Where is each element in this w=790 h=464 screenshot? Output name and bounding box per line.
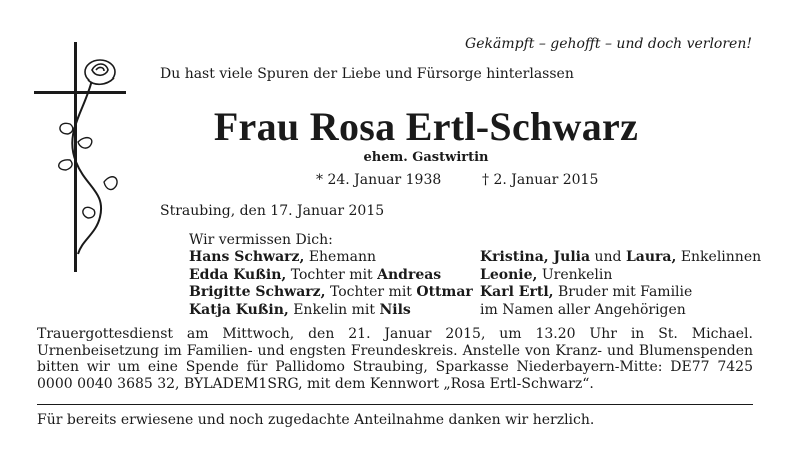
- mourner-text: und: [590, 249, 626, 265]
- intro-line: Du hast viele Spuren der Liebe und Fürsorge hinterlassen: [160, 66, 574, 82]
- mourner-line: [480, 267, 761, 285]
- mourner-line: [189, 267, 473, 285]
- mourners-heading: Wir vermissen Dich:: [189, 232, 333, 248]
- mourner-text: Enkelin mit: [288, 301, 380, 318]
- mourner-line: [480, 249, 761, 267]
- mourner-line: [480, 302, 761, 320]
- motto: Gekämpft – gehofft – und doch verloren!: [465, 36, 752, 52]
- mourner-text: Ehemann: [304, 249, 377, 265]
- mourner-text: Hans Schwarz,: [189, 249, 305, 265]
- birth-date: * 24. Januar 1938: [316, 172, 442, 188]
- deceased-title: ehem. Gastwirtin: [363, 150, 489, 165]
- mourner-text: Tochter mit: [286, 266, 378, 283]
- place-date: Straubing, den 17. Januar 2015: [160, 203, 385, 219]
- mourner-text: Katja Kußin,: [189, 301, 289, 318]
- deceased-name: Frau Rosa Ertl-Schwarz: [213, 104, 639, 149]
- mourner-text: Urenkelin: [537, 266, 613, 283]
- divider: [37, 404, 753, 405]
- mourner-line: [480, 284, 761, 302]
- mourner-text: Tochter mit: [325, 284, 417, 300]
- mourner-line: [189, 302, 473, 320]
- mourner-text: Laura,: [625, 249, 677, 265]
- mourner-text: Leonie,: [480, 266, 538, 283]
- mourner-text: Kristina, Julia: [480, 249, 591, 265]
- mourner-text: Edda Kußin,: [189, 266, 287, 283]
- mourner-text: Bruder mit Familie: [553, 284, 693, 300]
- mourners-right-column: [480, 249, 761, 319]
- mourner-line: [189, 249, 473, 267]
- mourner-text: Nils: [379, 301, 411, 318]
- mourner-text: Ottmar: [416, 284, 473, 300]
- service-notice: Trauergottesdienst am Mittwoch, den 21. Januar 2015, um 13.20 Uhr in St. Michael. Urnenbeisetzung im Familien- und engsten Freundeskreis. Anstelle von Kranz- und Blumenspenden bitten wir um eine Spende für Pallidomo Straubing, Sparkasse Niederbayern-Mitte: DE77 7425 0000 0040 3685 32, BYLADEM1SRG, mit dem Kennwort „Rosa Ertl-Schwarz“.: [37, 326, 753, 392]
- mourner-text: Karl Ertl,: [480, 284, 554, 300]
- mourner-line: [189, 284, 473, 302]
- mourner-text: Andreas: [377, 266, 442, 283]
- mourners-left-column: [189, 249, 473, 319]
- mourner-text: Enkelinnen: [676, 249, 762, 265]
- thanks-line: Für bereits erwiesene und noch zugedachte Anteilnahme danken wir herzlich.: [37, 412, 595, 428]
- mourner-text: im Namen aller Angehörigen: [480, 301, 686, 318]
- mourner-text: Brigitte Schwarz,: [189, 284, 326, 300]
- death-date: † 2. Januar 2015: [482, 172, 599, 188]
